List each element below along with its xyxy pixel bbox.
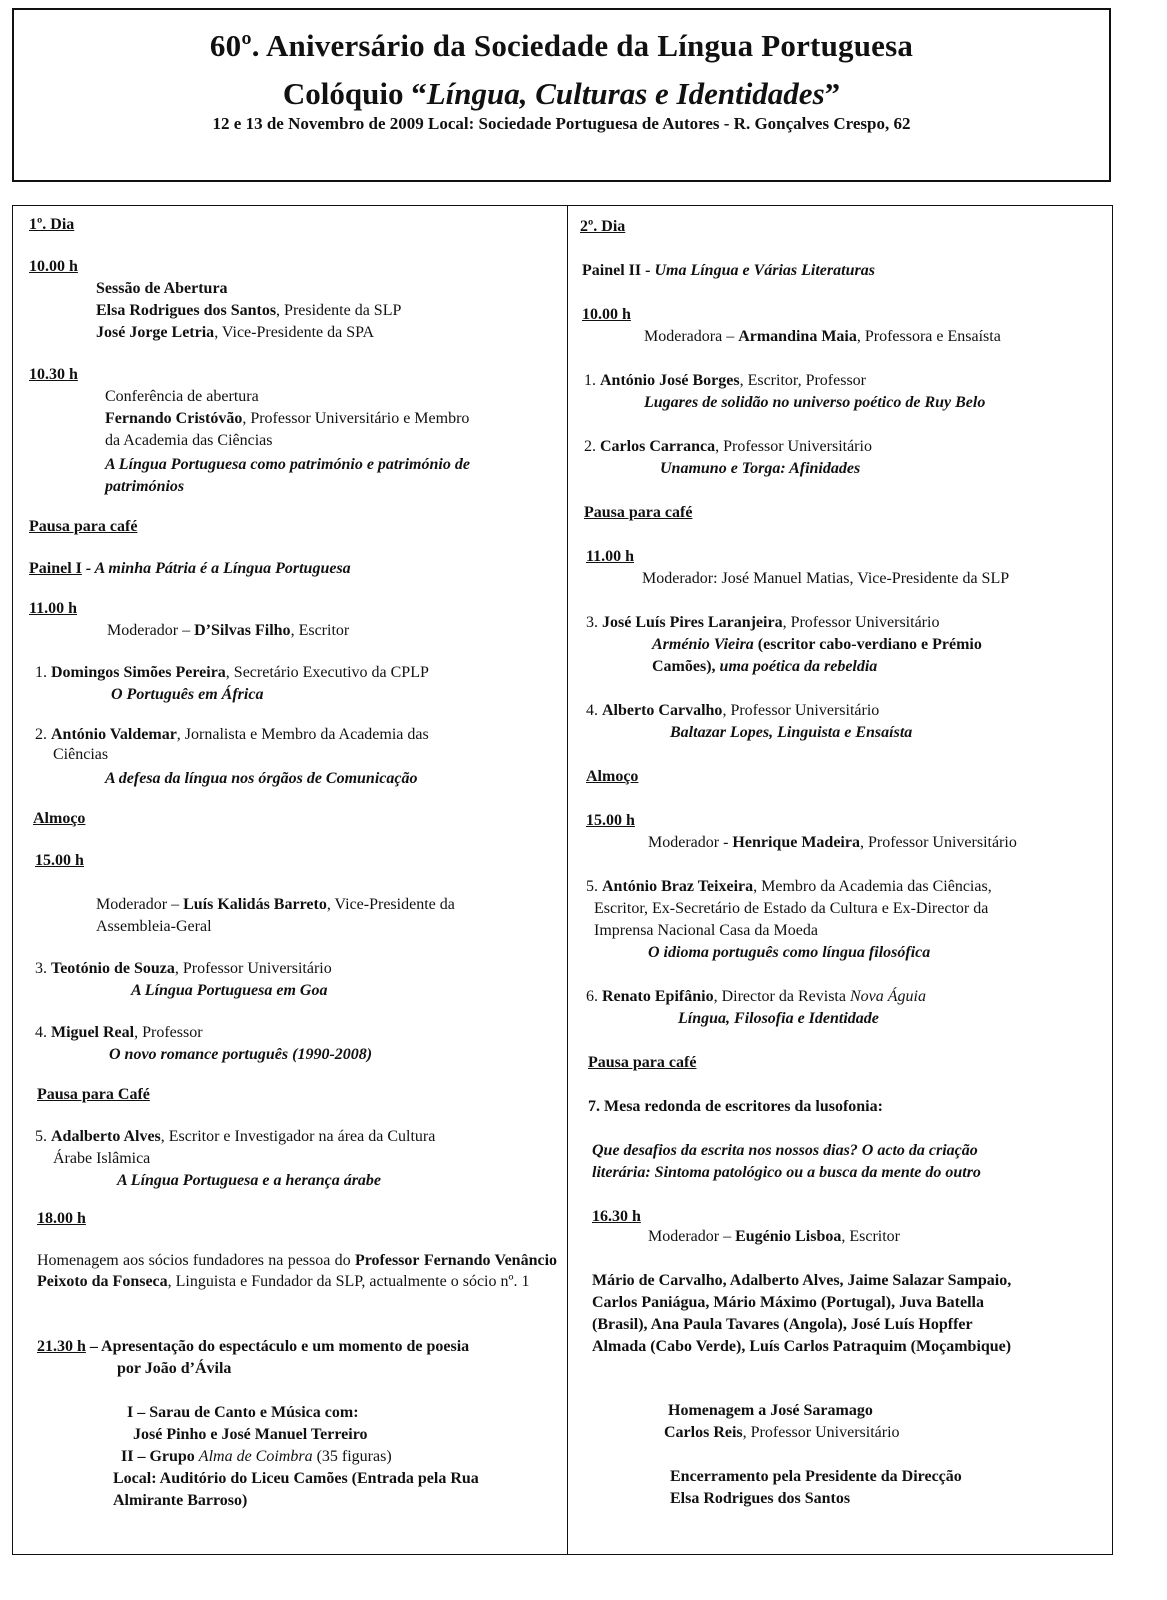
writers-list: Mário de Carvalho, Adalberto Alves, Jaime Salazar Sampaio, <box>592 1272 1012 1289</box>
speaker-3 <box>35 958 332 979</box>
talk-title: Baltazar Lopes, Linguista e Ensaísta <box>670 724 913 741</box>
speaker-role-cont: Escritor, Ex-Secretário de Estado da Cultura e Ex-Director da <box>594 900 989 917</box>
group-size: (35 figuras) <box>312 1448 392 1465</box>
speaker-role: , Professor Universitário <box>742 1424 900 1441</box>
writers-list-cont: Carlos Paniágua, Mário Máximo (Portugal), Juva Batella <box>592 1294 984 1311</box>
time-1500: 15.00 h <box>586 812 635 829</box>
moderator-name: D’Silvas Filho <box>194 622 291 639</box>
speaker-3 <box>586 612 939 633</box>
day1-column <box>12 205 568 1555</box>
moderator-1 <box>644 326 1001 347</box>
speaker-role: , Vice-Presidente da SPA <box>214 324 375 341</box>
speaker-1 <box>35 662 429 683</box>
moderator-3 <box>648 832 1017 853</box>
item-number: 2. <box>35 726 51 743</box>
day1-title: 1º. Dia <box>29 216 75 233</box>
moderator-prefix: Moderador – <box>96 896 184 913</box>
evening-show <box>37 1336 469 1357</box>
moderator-name: Henrique Madeira <box>732 834 860 851</box>
homage-speaker <box>664 1422 900 1443</box>
coffee-break-1: Pausa para café <box>584 504 693 521</box>
magazine-name: Nova Águia <box>849 988 926 1005</box>
show-description-cont: por João d’Ávila <box>117 1360 232 1377</box>
colloquium-title <box>14 76 1109 112</box>
speaker-name: Carlos Reis <box>664 1424 743 1441</box>
show-location-cont: Almirante Barroso) <box>113 1492 248 1509</box>
event-title: 60º. Aniversário da Sociedade da Língua Portuguesa <box>209 28 914 63</box>
speaker-2 <box>35 724 429 745</box>
round-table: 7. Mesa redonda de escritores da lusofonia: <box>588 1098 883 1115</box>
item-number: 1. <box>584 372 600 389</box>
speaker-name: José Luís Pires Laranjeira <box>602 614 783 631</box>
item-number: 3. <box>35 960 51 977</box>
speaker-name: António Braz Teixeira <box>602 878 754 895</box>
moderator-prefix: Moderadora – <box>644 328 739 345</box>
speaker-jose-jorge <box>96 322 374 343</box>
item-number: 4. <box>586 702 602 719</box>
time-1000: 10.00 h <box>582 306 631 323</box>
talk-title-cont: patrimónios <box>105 478 185 495</box>
opening-session: Sessão de Abertura <box>96 280 228 297</box>
speaker-role: , Escritor, Professor <box>739 372 867 389</box>
time-1100: 11.00 h <box>586 548 635 565</box>
moderator-1 <box>107 620 349 641</box>
panel-title: - A minha Pátria é a Língua Portuguesa <box>81 560 351 577</box>
talk-title: Unamuno e Torga: Afinidades <box>660 460 861 477</box>
talk-title-cont <box>652 656 877 677</box>
talk-title: Lugares de solidão no universo poético de Ruy Belo <box>644 394 986 411</box>
moderator-role: , Escritor <box>841 1228 901 1245</box>
speaker-5 <box>35 1126 435 1147</box>
item-number: 6. <box>586 988 602 1005</box>
panel-label: Painel I <box>29 560 82 577</box>
item-number: 5. <box>586 878 602 895</box>
item-number: 1. <box>35 664 51 681</box>
talk-title: A defesa da língua nos órgãos de Comunicação <box>105 770 418 787</box>
speaker-name: Alberto Carvalho <box>602 702 723 719</box>
opening-conference: Conferência de abertura <box>105 388 259 405</box>
speaker-role: , Professor Universitário <box>722 702 880 719</box>
homage-saramago: Homenagem a José Saramago <box>668 1402 873 1419</box>
speaker-name: Elsa Rodrigues dos Santos <box>96 302 277 319</box>
speaker-5 <box>586 876 992 897</box>
speaker-name: Adalberto Alves <box>51 1128 161 1145</box>
speaker-role: , Professor <box>134 1024 203 1041</box>
speaker-elsa <box>96 300 401 321</box>
show-description: – Apresentação do espectáculo e um momento de poesia <box>85 1338 470 1355</box>
speaker-role-cont: Ciências <box>53 746 109 763</box>
colloquium-prefix: Colóquio “ <box>282 76 427 111</box>
speaker-role: , Escritor e Investigador na área da Cultura <box>160 1128 436 1145</box>
item-number: 4. <box>35 1024 51 1041</box>
time-1800: 18.00 h <box>37 1210 86 1227</box>
header-box <box>12 8 1111 182</box>
sarau-performers: José Pinho e José Manuel Terreiro <box>133 1426 368 1443</box>
time-1030: 10.30 h <box>29 366 78 383</box>
speaker-role-cont: Árabe Islâmica <box>53 1150 151 1167</box>
lunch: Almoço <box>33 810 86 827</box>
speaker-4 <box>586 700 879 721</box>
show-location: Local: Auditório do Liceu Camões (Entrada pela Rua <box>113 1470 479 1487</box>
panel-2-heading <box>582 260 875 281</box>
homage-text: Homenagem aos sócios fundadores na pessoa do <box>37 1252 355 1269</box>
talk-title: A Língua Portuguesa como património e património de <box>105 456 470 473</box>
speaker-4 <box>35 1022 203 1043</box>
moderator-role: , Vice-Presidente da <box>326 896 455 913</box>
moderator-prefix: Moderador – <box>648 1228 736 1245</box>
coffee-break-2: Pausa para Café <box>37 1086 150 1103</box>
closing: Encerramento pela Presidente da Direcção <box>670 1468 962 1485</box>
group-coimbra <box>121 1446 392 1467</box>
item-number: 3. <box>586 614 602 631</box>
speaker-role: , Secretário Executivo da CPLP <box>225 664 429 681</box>
colloquium-theme: Língua, Culturas e Identidades <box>426 76 825 111</box>
talk-subject: Arménio Vieira <box>652 636 754 653</box>
time-1500: 15.00 h <box>35 852 84 869</box>
homage-founders <box>37 1250 557 1292</box>
speaker-role: , Director da Revista <box>713 988 850 1005</box>
moderator-role: , Escritor <box>290 622 350 639</box>
moderator-2: Moderador: José Manuel Matias, Vice-Presidente da SLP <box>642 570 1010 587</box>
moderator-role-cont: Assembleia-Geral <box>96 918 212 935</box>
date-location: 12 e 13 de Novembro de 2009 Local: Sociedade Portuguesa de Autores - R. Gonçalves Crespo, 62 <box>212 114 911 133</box>
speaker-role: , Professor Universitário <box>174 960 332 977</box>
speaker-role: , Professor Universitário <box>715 438 872 455</box>
writers-list-cont: (Brasil), Ana Paula Tavares (Angola), José Luís Hopffer <box>592 1316 973 1333</box>
coffee-break-1: Pausa para café <box>29 518 138 535</box>
speaker-fernando <box>105 408 469 429</box>
day2-title: 2º. Dia <box>580 218 626 235</box>
speaker-role: , Membro da Academia das Ciências, <box>753 878 992 895</box>
time-2130: 21.30 h <box>37 1338 86 1355</box>
speaker-name: Carlos Carranca <box>600 438 716 455</box>
speaker-name: Miguel Real <box>51 1024 135 1041</box>
talk-title: O novo romance português (1990-2008) <box>109 1046 373 1063</box>
moderator-name: Eugénio Lisboa <box>735 1228 842 1245</box>
speaker-2 <box>584 436 872 457</box>
moderator-name: Luís Kalidás Barreto <box>183 896 327 913</box>
group-prefix: II – Grupo <box>121 1448 199 1465</box>
talk-title: A Língua Portuguesa e a herança árabe <box>117 1172 382 1189</box>
speaker-6 <box>586 986 926 1007</box>
speaker-role: , Jornalista e Membro da Academia das <box>176 726 429 743</box>
speaker-name: Domingos Simões Pereira <box>51 664 226 681</box>
speaker-name: António Valdemar <box>51 726 177 743</box>
time-1000: 10.00 h <box>29 258 78 275</box>
moderator-prefix: Moderador - <box>648 834 733 851</box>
talk-title: O idioma português como língua filosófica <box>648 944 931 961</box>
speaker-role: , Professor Universitário e Membro <box>242 410 470 427</box>
panel-title: Uma Língua e Várias Literaturas <box>654 262 875 279</box>
time-1630: 16.30 h <box>592 1208 641 1225</box>
speaker-name: Renato Epifânio <box>602 988 714 1005</box>
speaker-name: Fernando Cristóvão <box>105 410 243 427</box>
speaker-role-cont: da Academia das Ciências <box>105 432 273 449</box>
talk-title: Língua, Filosofia e Identidade <box>678 1010 879 1027</box>
talk-title: O Português em África <box>111 686 264 703</box>
time-1100: 11.00 h <box>29 600 78 617</box>
speaker-name: Teotónio de Souza <box>51 960 175 977</box>
group-name: Alma de Coimbra <box>198 1448 313 1465</box>
round-table-question-cont: literária: Sintoma patológico ou a busca da mente do outro <box>592 1164 981 1181</box>
homage-name: Fernando Venâncio Peixoto da Fonseca <box>37 1252 558 1290</box>
speaker-role-cont: Imprensa Nacional Casa da Moeda <box>594 922 818 939</box>
round-table-question: Que desafios da escrita nos nossos dias? O acto da criação <box>592 1142 978 1159</box>
moderator-name: Armandina Maia <box>738 328 857 345</box>
speaker-name: José Jorge Letria <box>96 324 215 341</box>
item-number: 2. <box>584 438 600 455</box>
talk-title: A Língua Portuguesa em Goa <box>131 982 328 999</box>
speaker-role: , Presidente da SLP <box>276 302 402 319</box>
talk-subtitle: uma poética da rebeldia <box>719 658 878 675</box>
homage-role-cont: SLP, actualmente o sócio nº. 1 <box>335 1273 530 1290</box>
day2-column <box>567 205 1113 1555</box>
moderator-role: , Professora e Ensaísta <box>856 328 1001 345</box>
moderator-4 <box>648 1226 900 1247</box>
panel-1-heading <box>29 558 351 579</box>
homage-role: , Linguista e Fundador da <box>167 1273 332 1290</box>
speaker-role: , Professor Universitário <box>782 614 940 631</box>
coffee-break-2: Pausa para café <box>588 1054 697 1071</box>
talk-note: Camões), <box>652 658 720 675</box>
item-number: 5. <box>35 1128 51 1145</box>
lunch: Almoço <box>586 768 639 785</box>
speaker-name: António José Borges <box>600 372 740 389</box>
panel-label: Painel II - <box>582 262 655 279</box>
moderator-2 <box>96 894 455 915</box>
speaker-1 <box>584 370 866 391</box>
writers-list-cont: Almada (Cabo Verde), Luís Carlos Patraquim (Moçambique) <box>592 1338 1012 1355</box>
sarau: I – Sarau de Canto e Música com: <box>127 1404 359 1421</box>
talk-note: (escritor cabo-verdiano e Prémio <box>753 636 982 653</box>
closing-speaker: Elsa Rodrigues dos Santos <box>670 1490 851 1507</box>
colloquium-suffix: ” <box>824 76 841 111</box>
moderator-prefix: Moderador – <box>107 622 195 639</box>
homage-title: Professor <box>354 1252 420 1269</box>
talk-title <box>652 634 982 655</box>
moderator-role: , Professor Universitário <box>859 834 1017 851</box>
